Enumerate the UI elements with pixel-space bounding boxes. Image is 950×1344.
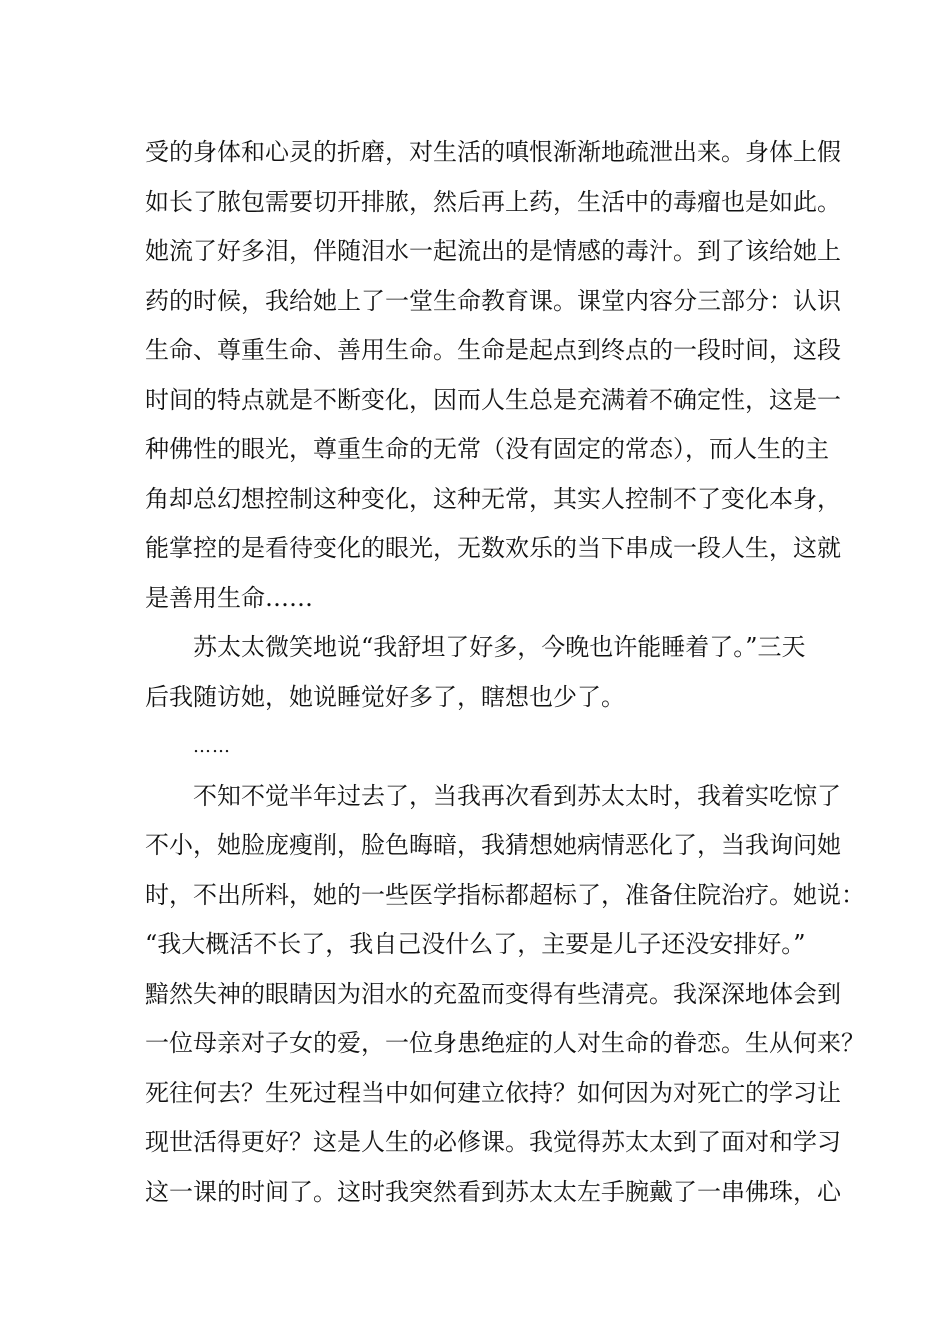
text-line: 黯然失神的眼睛因为泪水的充盈而变得有些清亮。我深深地体会到: [145, 979, 841, 1008]
text-line: 是善用生命……: [145, 583, 313, 612]
body-text: [145, 128, 865, 1217]
text-line: 这一课的时间了。这时我突然看到苏太太左手腕戴了一串佛珠，心: [145, 1177, 841, 1206]
text-line: 如长了脓包需要切开排脓，然后再上药，生活中的毒瘤也是如此。: [145, 187, 841, 216]
text-line: 后我随访她，她说睡觉好多了，瞎想也少了。: [145, 682, 625, 711]
paragraph-start-line: 苏太太微笑地说“我舒坦了好多，今晚也许能睡着了。”三天: [193, 633, 806, 661]
text-line: 能掌控的是看待变化的眼光，无数欢乐的当下串成一段人生，这就: [145, 534, 841, 562]
text-line: 受的身体和心灵的折磨，对生活的嗔恨渐渐地疏泄出来。身体上假: [145, 138, 841, 166]
text-line: 她流了好多泪，伴随泪水一起流出的是情感的毒汁。到了该给她上: [145, 237, 841, 265]
text-line: 种佛性的眼光，尊重生命的无常（没有固定的常态），而人生的主: [145, 435, 829, 463]
paragraph-start-line: 不知不觉半年过去了，当我再次看到苏太太时，我着实吃惊了: [193, 781, 841, 810]
text-line: 死往何去？生死过程当中如何建立依持？如何因为对死亡的学习让: [145, 1078, 841, 1107]
text-line: 角却总幻想控制这种变化，这种无常，其实人控制不了变化本身，: [145, 484, 841, 513]
text-line: 药的时候，我给她上了一堂生命教育课。课堂内容分三部分：认识: [145, 286, 841, 315]
text-line: 生命、尊重生命、善用生命。生命是起点到终点的一段时间，这段: [145, 336, 841, 364]
text-line: 一位母亲对子女的爱，一位身患绝症的人对生命的眷恋。生从何来？: [145, 1029, 865, 1057]
text-line: 时，不出所料，她的一些医学指标都超标了，准备住院治疗。她说：: [145, 880, 865, 909]
text-line: 现世活得更好？这是人生的必修课。我觉得苏太太到了面对和学习: [145, 1128, 841, 1156]
ellipsis-separator: ……: [193, 736, 231, 757]
text-line: 时间的特点就是不断变化，因而人生总是充满着不确定性，这是一: [145, 385, 841, 414]
text-line: “我大概活不长了，我自己没什么了，主要是儿子还没安排好。”: [145, 930, 806, 958]
text-line: 不小，她脸庞瘦削，脸色晦暗，我猜想她病情恶化了，当我询问她: [145, 831, 841, 859]
